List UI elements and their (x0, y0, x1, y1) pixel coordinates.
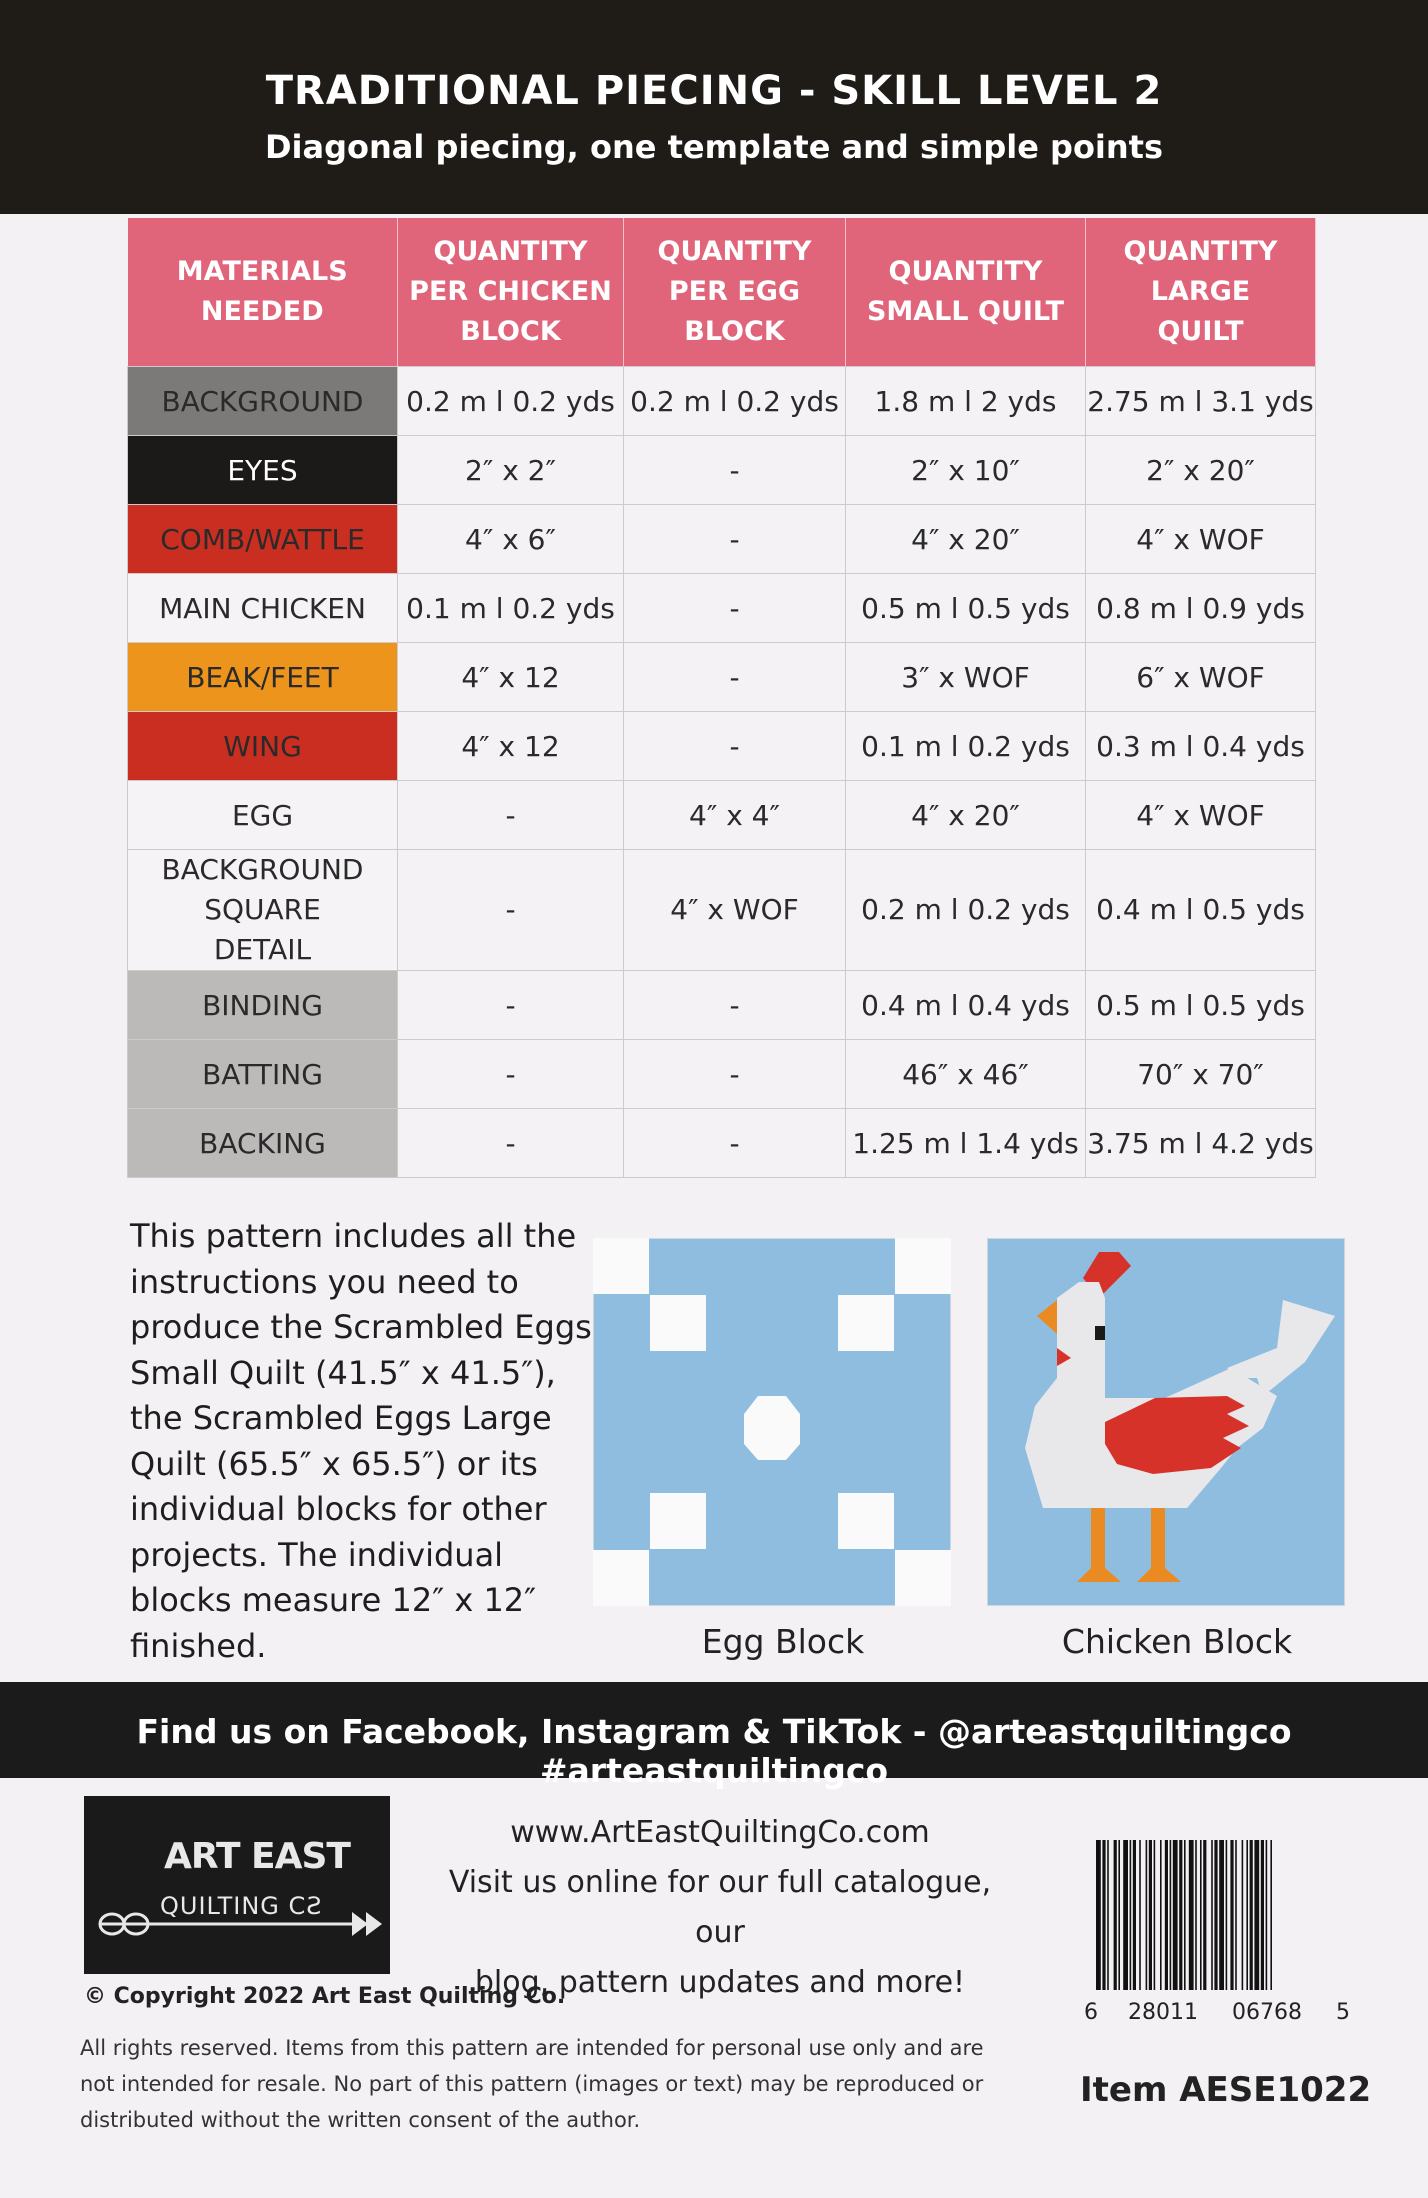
barcode-bar (1123, 1840, 1128, 1990)
egg-qty-cell: - (624, 436, 846, 505)
large-quilt-cell: 0.4 m l 0.5 yds (1086, 850, 1316, 971)
barcode-bar (1133, 1840, 1136, 1990)
social-links-text: Find us on Facebook, Instagram & TikTok - @arteastquiltingco #arteastquiltingco (136, 1712, 1292, 1790)
small-quilt-cell: 0.5 m l 0.5 yds (846, 574, 1086, 643)
table-row (128, 1040, 1316, 1109)
barcode-bar (1165, 1840, 1168, 1990)
material-cell: BACKING (128, 1109, 398, 1178)
large-quilt-cell: 2.75 m l 3.1 yds (1086, 367, 1316, 436)
chicken-qty-cell: 4″ x 6″ (398, 505, 624, 574)
barcode-bar (1173, 1840, 1178, 1990)
barcode-bar (1214, 1840, 1217, 1990)
chicken-qty-cell: 0.1 m l 0.2 yds (398, 574, 624, 643)
item-number: Item AESE1022 (1080, 2070, 1372, 2110)
header-band (0, 0, 1428, 214)
barcode-bar (1179, 1840, 1182, 1990)
barcode-digits-right: 06768 (1232, 2000, 1302, 2025)
chicken-block-caption: Chicken Block (1061, 1622, 1293, 1661)
barcode-bar (1107, 1840, 1109, 1990)
barcode-bar (1261, 1840, 1264, 1990)
small-quilt-cell: 0.2 m l 0.2 yds (846, 850, 1086, 971)
material-cell: MAIN CHICKEN (128, 574, 398, 643)
barcode-bar (1130, 1840, 1132, 1990)
barcode-bar (1246, 1840, 1248, 1990)
header-materials: MATERIALS NEEDED (128, 218, 398, 367)
page-title: TRADITIONAL PIECING - SKILL LEVEL 2 (265, 68, 1163, 114)
small-quilt-cell: 4″ x 20″ (846, 505, 1086, 574)
egg-qty-cell: - (624, 1040, 846, 1109)
barcode-digits-left: 28011 (1128, 2000, 1198, 2025)
egg-block-image (593, 1238, 951, 1606)
small-quilt-cell: 0.1 m l 0.2 yds (846, 712, 1086, 781)
barcode-digit-last: 5 (1336, 2000, 1350, 2025)
table-row (128, 643, 1316, 712)
website-url[interactable]: www.ArtEastQuiltingCo.com (510, 1815, 930, 1850)
large-quilt-cell: 2″ x 20″ (1086, 436, 1316, 505)
chicken-qty-cell: 4″ x 12 (398, 712, 624, 781)
logo-line1: ART EAST (164, 1836, 350, 1877)
egg-block-caption: Egg Block (701, 1622, 865, 1661)
egg-qty-cell: - (624, 574, 846, 643)
barcode-bar (1096, 1840, 1101, 1990)
chicken-qty-cell: - (398, 1109, 624, 1178)
website-block (440, 1808, 1000, 2008)
small-quilt-cell: 2″ x 10″ (846, 436, 1086, 505)
table-row (128, 1109, 1316, 1178)
barcode-bar (1118, 1840, 1120, 1990)
barcode-icon (1096, 1840, 1330, 1990)
small-quilt-cell: 1.8 m l 2 yds (846, 367, 1086, 436)
header-egg-block: QUANTITY PER EGG BLOCK (624, 218, 846, 367)
small-quilt-cell: 1.25 m l 1.4 yds (846, 1109, 1086, 1178)
header-small-quilt: QUANTITY SMALL QUILT (846, 218, 1086, 367)
website-line2: Visit us online for our full catalogue, our (448, 1865, 992, 1950)
barcode-bar (1250, 1840, 1253, 1990)
table-row (128, 574, 1316, 643)
egg-qty-cell: - (624, 712, 846, 781)
barcode-bar (1235, 1840, 1237, 1990)
logo-line2: QUILTING CƧ (160, 1892, 323, 1920)
material-cell: EGG (128, 781, 398, 850)
large-quilt-cell: 0.5 m l 0.5 yds (1086, 971, 1316, 1040)
barcode-bar (1114, 1840, 1117, 1990)
large-quilt-cell: 0.8 m l 0.9 yds (1086, 574, 1316, 643)
egg-qty-cell: - (624, 505, 846, 574)
website-line3: blog, pattern updates and more! (474, 1965, 966, 2000)
large-quilt-cell: 6″ x WOF (1086, 643, 1316, 712)
table-row (128, 436, 1316, 505)
barcode-bar (1219, 1840, 1224, 1990)
barcode-bar (1211, 1840, 1213, 1990)
barcode-bar (1195, 1840, 1197, 1990)
header-chicken-block: QUANTITY PER CHICKEN BLOCK (398, 218, 624, 367)
table-row (128, 505, 1316, 574)
table-row (128, 850, 1316, 971)
barcode-bar (1189, 1840, 1194, 1990)
large-quilt-cell: 4″ x WOF (1086, 781, 1316, 850)
chicken-qty-cell: - (398, 971, 624, 1040)
table-header-row (128, 218, 1316, 367)
chicken-qty-cell: 4″ x 12 (398, 643, 624, 712)
chicken-qty-cell: - (398, 850, 624, 971)
materials-table (127, 218, 1316, 1178)
barcode-bar (1200, 1840, 1202, 1990)
egg-qty-cell: 0.2 m l 0.2 yds (624, 367, 846, 436)
copyright-text: © Copyright 2022 Art East Quilting Co. (84, 1984, 566, 2009)
material-cell: BACKGROUND (128, 367, 398, 436)
large-quilt-cell: 0.3 m l 0.4 yds (1086, 712, 1316, 781)
material-cell: BACKGROUND SQUARE DETAIL (128, 850, 398, 971)
table-row (128, 781, 1316, 850)
egg-qty-cell: - (624, 1109, 846, 1178)
material-cell: BINDING (128, 971, 398, 1040)
header-large-quilt: QUANTITY LARGE QUILT (1086, 218, 1316, 367)
barcode-bar (1230, 1840, 1233, 1990)
chicken-qty-cell: 2″ x 2″ (398, 436, 624, 505)
table-row (128, 367, 1316, 436)
small-quilt-cell: 4″ x 20″ (846, 781, 1086, 850)
barcode-bar (1254, 1840, 1259, 1990)
social-band (0, 1682, 1428, 1790)
table-row (128, 971, 1316, 1040)
barcode-bar (1102, 1840, 1105, 1990)
barcode-bar (1149, 1840, 1152, 1990)
egg-qty-cell: 4″ x 4″ (624, 781, 846, 850)
large-quilt-cell: 3.75 m l 4.2 yds (1086, 1109, 1316, 1178)
barcode-digit-first: 6 (1084, 2000, 1098, 2025)
material-cell: BATTING (128, 1040, 398, 1109)
barcode-bar (1139, 1840, 1141, 1990)
chicken-block-image (987, 1238, 1345, 1606)
table-row (128, 712, 1316, 781)
chicken-qty-cell: - (398, 781, 624, 850)
small-quilt-cell: 0.4 m l 0.4 yds (846, 971, 1086, 1040)
egg-qty-cell: - (624, 643, 846, 712)
material-cell: COMB/WATTLE (128, 505, 398, 574)
barcode-bar (1160, 1840, 1162, 1990)
chicken-qty-cell: 0.2 m l 0.2 yds (398, 367, 624, 436)
material-cell: EYES (128, 436, 398, 505)
barcode-bar (1242, 1840, 1244, 1990)
barcode-bar (1270, 1840, 1272, 1990)
small-quilt-cell: 3″ x WOF (846, 643, 1086, 712)
barcode-bar (1146, 1840, 1148, 1990)
barcode-bar (1266, 1840, 1268, 1990)
barcode-bar (1154, 1840, 1156, 1990)
material-cell: BEAK/FEET (128, 643, 398, 712)
barcode-bar (1170, 1840, 1172, 1990)
rights-text: All rights reserved. Items from this pattern are intended for personal use only and are not intended for resale. No part of this pattern (images or text) may be reproduced or distributed without the written consent of the author. (80, 2036, 984, 2132)
barcode-bar (1203, 1840, 1206, 1990)
art-east-logo (84, 1796, 390, 1974)
material-cell: WING (128, 712, 398, 781)
barcode-bar (1226, 1840, 1228, 1990)
large-quilt-cell: 4″ x WOF (1086, 505, 1316, 574)
egg-qty-cell: 4″ x WOF (624, 850, 846, 971)
egg-qty-cell: - (624, 971, 846, 1040)
chicken-qty-cell: - (398, 1040, 624, 1109)
pattern-description: This pattern includes all the instructions you need to produce the Scrambled Eggs Small Quilt (41.5″ x 41.5″), the Scrambled Eggs Large Quilt (65.5″ x 65.5″) or its individual blocks for other projects. The individual blocks measure 12″ x 12″ finished. (130, 1217, 592, 1665)
large-quilt-cell: 70″ x 70″ (1086, 1040, 1316, 1109)
page-subtitle: Diagonal piecing, one template and simple points (264, 128, 1164, 166)
barcode-bar (1184, 1840, 1186, 1990)
small-quilt-cell: 46″ x 46″ (846, 1040, 1086, 1109)
